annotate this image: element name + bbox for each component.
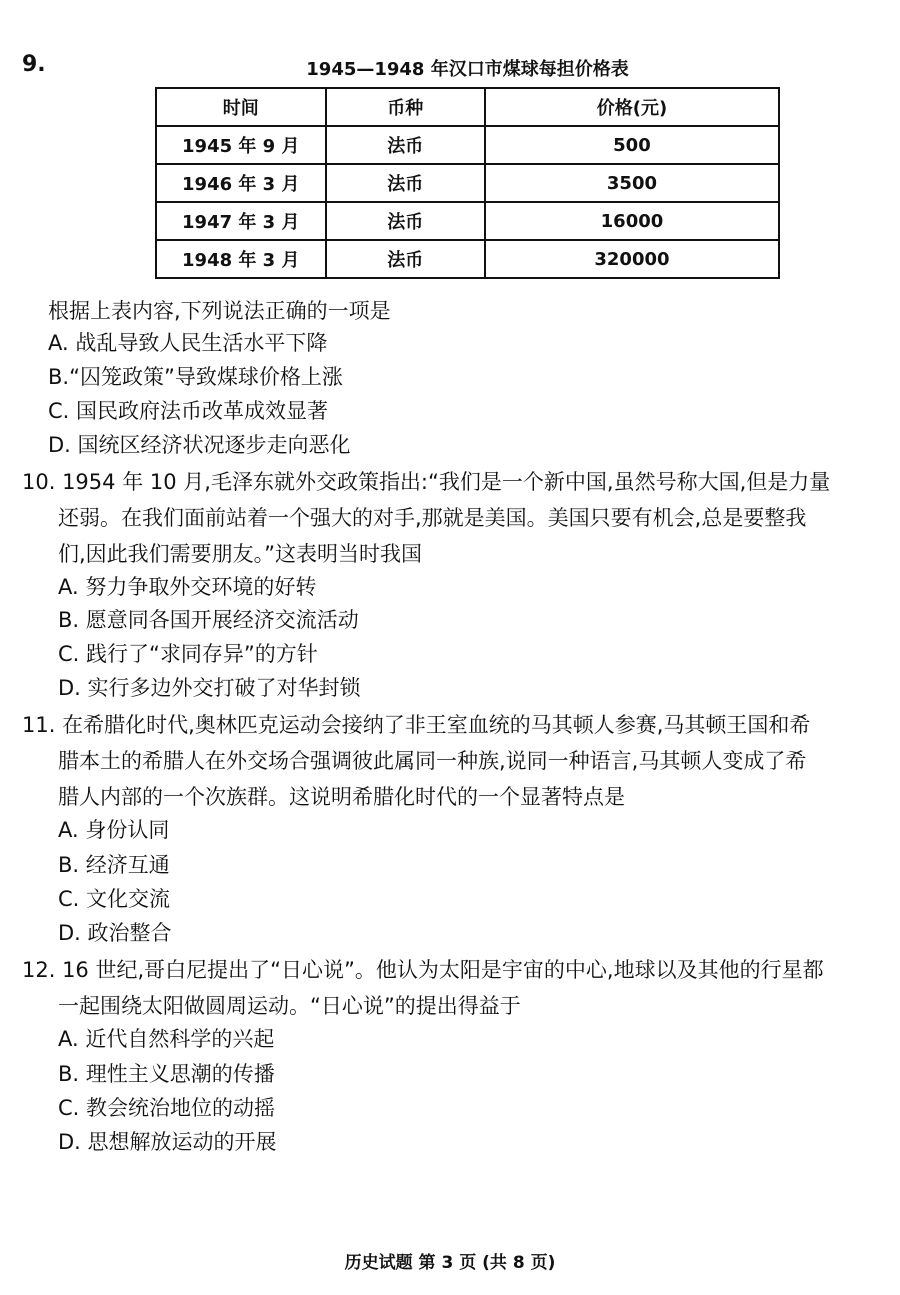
table-row bbox=[156, 126, 779, 164]
price-table-title: 1945—1948 年汉口市煤球每担价格表 bbox=[306, 59, 629, 80]
cell-time: 1946 年 3 月 bbox=[156, 164, 326, 202]
cell-time: 1948 年 3 月 bbox=[156, 240, 326, 278]
cell-price: 320000 bbox=[485, 240, 779, 278]
table-row bbox=[156, 164, 779, 202]
question-11-option-b[interactable]: B. 经济互通 bbox=[58, 853, 170, 877]
header-price: 价格(元) bbox=[485, 88, 779, 126]
question-12-option-c[interactable]: C. 教会统治地位的动摇 bbox=[58, 1096, 276, 1120]
cell-currency: 法币 bbox=[326, 164, 485, 202]
cell-price: 16000 bbox=[485, 202, 779, 240]
price-table bbox=[155, 87, 780, 279]
table-header-row bbox=[156, 88, 779, 126]
question-11-option-d[interactable]: D. 政治整合 bbox=[58, 921, 172, 945]
question-12-stem-line-2: 一起围绕太阳做圆周运动。“日心说”的提出得益于 bbox=[58, 994, 521, 1018]
question-11-option-c[interactable]: C. 文化交流 bbox=[58, 887, 171, 911]
table-row bbox=[156, 202, 779, 240]
cell-time: 1945 年 9 月 bbox=[156, 126, 326, 164]
cell-time: 1947 年 3 月 bbox=[156, 202, 326, 240]
question-12-option-a[interactable]: A. 近代自然科学的兴起 bbox=[58, 1027, 275, 1051]
table-row bbox=[156, 240, 779, 278]
question-9-option-d[interactable]: D. 国统区经济状况逐步走向恶化 bbox=[48, 433, 351, 457]
page-footer: 历史试题 第 3 页 (共 8 页) bbox=[344, 1253, 556, 1273]
cell-currency: 法币 bbox=[326, 202, 485, 240]
question-11-stem-line-2: 腊本土的希腊人在外交场合强调彼此属同一种族,说同一种语言,马其顿人变成了希 bbox=[58, 749, 807, 773]
question-10-stem-line-3: 们,因此我们需要朋友。”这表明当时我国 bbox=[58, 542, 423, 566]
question-9-option-c[interactable]: C. 国民政府法币改革成效显著 bbox=[48, 399, 329, 423]
question-9-stem: 根据上表内容,下列说法正确的一项是 bbox=[48, 299, 391, 323]
question-9-option-b[interactable]: B.“囚笼政策”导致煤球价格上涨 bbox=[48, 365, 343, 389]
question-11-option-a[interactable]: A. 身份认同 bbox=[58, 818, 170, 842]
question-9-number: 9. bbox=[22, 52, 46, 77]
cell-currency: 法币 bbox=[326, 240, 485, 278]
question-10-option-b[interactable]: B. 愿意同各国开展经济交流活动 bbox=[58, 608, 359, 632]
question-10-option-c[interactable]: C. 践行了“求同存异”的方针 bbox=[58, 642, 318, 666]
question-11-stem-line-1: 11. 在希腊化时代,奥林匹克运动会接纳了非王室血统的马其顿人参赛,马其顿王国和希 bbox=[22, 713, 811, 737]
question-10-stem-line-1: 10. 1954 年 10 月,毛泽东就外交政策指出:“我们是一个新中国,虽然号称大国,但是力量 bbox=[22, 470, 831, 494]
question-11-stem-line-3: 腊人内部的一个次族群。这说明希腊化时代的一个显著特点是 bbox=[58, 785, 625, 809]
question-12-option-b[interactable]: B. 理性主义思潮的传播 bbox=[58, 1062, 275, 1086]
cell-price: 500 bbox=[485, 126, 779, 164]
question-9-option-a[interactable]: A. 战乱导致人民生活水平下降 bbox=[48, 331, 328, 355]
cell-currency: 法币 bbox=[326, 126, 485, 164]
question-12-option-d[interactable]: D. 思想解放运动的开展 bbox=[58, 1130, 277, 1154]
question-12-stem-line-1: 12. 16 世纪,哥白尼提出了“日心说”。他认为太阳是宇宙的中心,地球以及其他的行星都 bbox=[22, 958, 824, 982]
question-10-option-d[interactable]: D. 实行多边外交打破了对华封锁 bbox=[58, 676, 361, 700]
header-time: 时间 bbox=[156, 88, 326, 126]
question-10-stem-line-2: 还弱。在我们面前站着一个强大的对手,那就是美国。美国只要有机会,总是要整我 bbox=[58, 506, 807, 530]
question-10-option-a[interactable]: A. 努力争取外交环境的好转 bbox=[58, 575, 317, 599]
header-currency: 币种 bbox=[326, 88, 485, 126]
cell-price: 3500 bbox=[485, 164, 779, 202]
